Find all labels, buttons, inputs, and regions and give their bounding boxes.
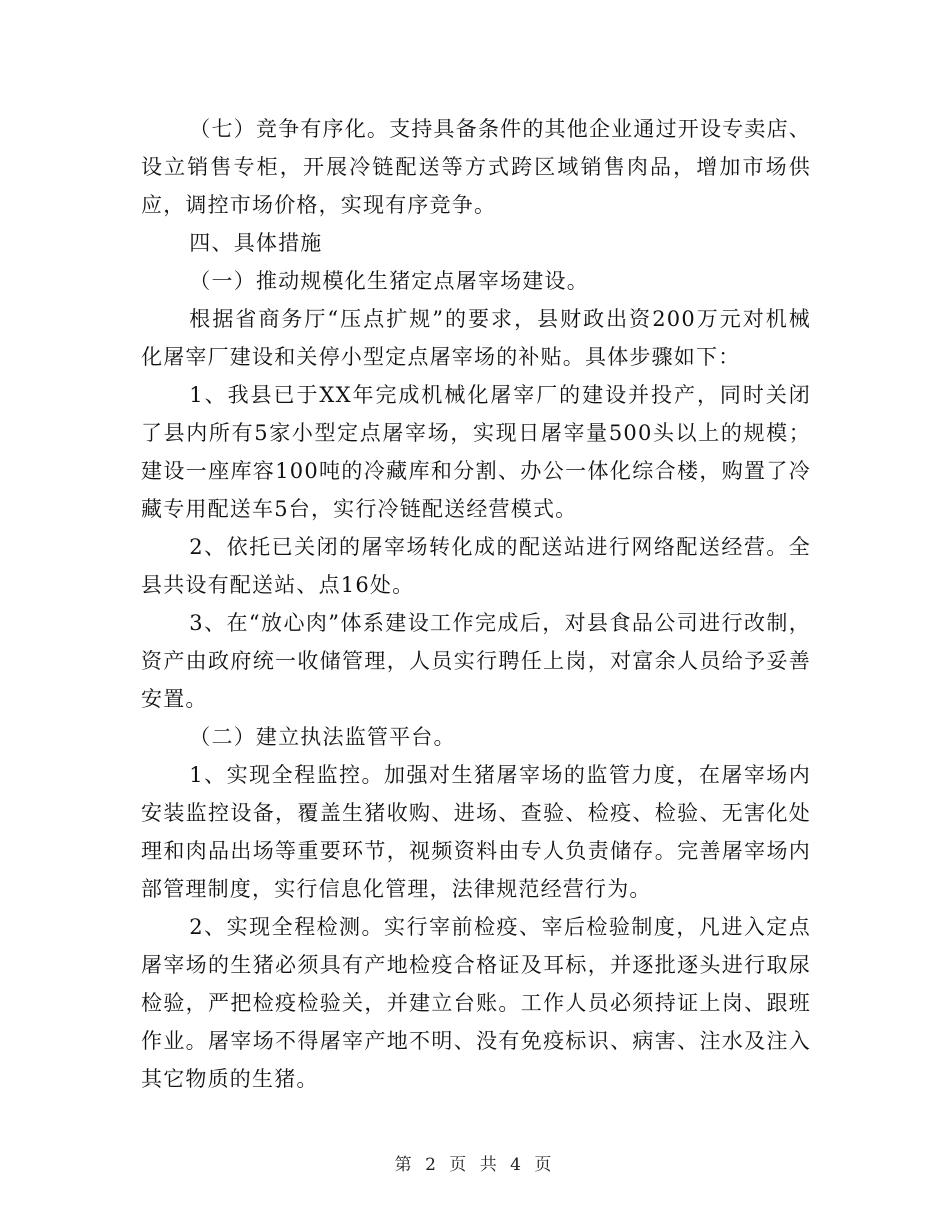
subheading-slaughterhouse: （一）推动规模化生猪定点屠宰场建设。 bbox=[189, 269, 589, 293]
page-number-footer: 第 2 页 共 4 页 bbox=[394, 1155, 556, 1175]
paragraph-step-2: 2、依托已关闭的屠宰场转化成的配送站进行网络配送经营。全县共设有配送站、点16处。 bbox=[141, 535, 811, 597]
paragraph-competition: （七）竞争有序化。支持具备条件的其他企业通过开设专卖店、设立销售专柜，开展冷链配送等方式跨区域销售肉品，增加市场供应，调控市场价格，实现有序竞争。 bbox=[141, 117, 811, 217]
document-body bbox=[141, 110, 811, 1098]
paragraph-subsidy: 根据省商务厅“压点扩规”的要求，县财政出资200万元对机械化屠宰厂建设和关停小型定点屠宰场的补贴。具体步骤如下： bbox=[141, 307, 811, 369]
paragraph-testing: 2、实现全程检测。实行宰前检疫、宰后检验制度，凡进入定点屠宰场的生猪必须具有产地检疫合格证及耳标，并逐批逐头进行取尿检验，严把检疫检验关，并建立台账。工作人员必须持证上岗、跟班作业。屠宰场不得屠宰产地不明、没有免疫标识、病害、注水及注入其它物质的生猪。 bbox=[141, 915, 811, 1091]
paragraph-step-1: 1、我县已于XX年完成机械化屠宰厂的建设并投产，同时关闭了县内所有5家小型定点屠宰场，实现日屠宰量500头以上的规模；建设一座库容100吨的冷藏库和分割、办公一体化综合楼，购置了冷藏专用配送车5台，实行冷链配送经营模式。 bbox=[141, 383, 811, 521]
section-heading-measures: 四、具体措施 bbox=[189, 231, 323, 255]
paragraph-step-3: 3、在“放心肉”体系建设工作完成后，对县食品公司进行改制，资产由政府统一收储管理，人员实行聘任上岗，对富余人员给予妥善安置。 bbox=[141, 611, 811, 711]
subheading-supervision: （二）建立执法监管平台。 bbox=[189, 725, 456, 749]
paragraph-monitoring: 1、实现全程监控。加强对生猪屠宰场的监管力度，在屠宰场内安装监控设备，覆盖生猪收购、进场、查验、检疫、检验、无害化处理和肉品出场等重要环节，视频资料由专人负责储存。完善屠宰场内部管理制度，实行信息化管理，法律规范经营行为。 bbox=[141, 763, 811, 901]
